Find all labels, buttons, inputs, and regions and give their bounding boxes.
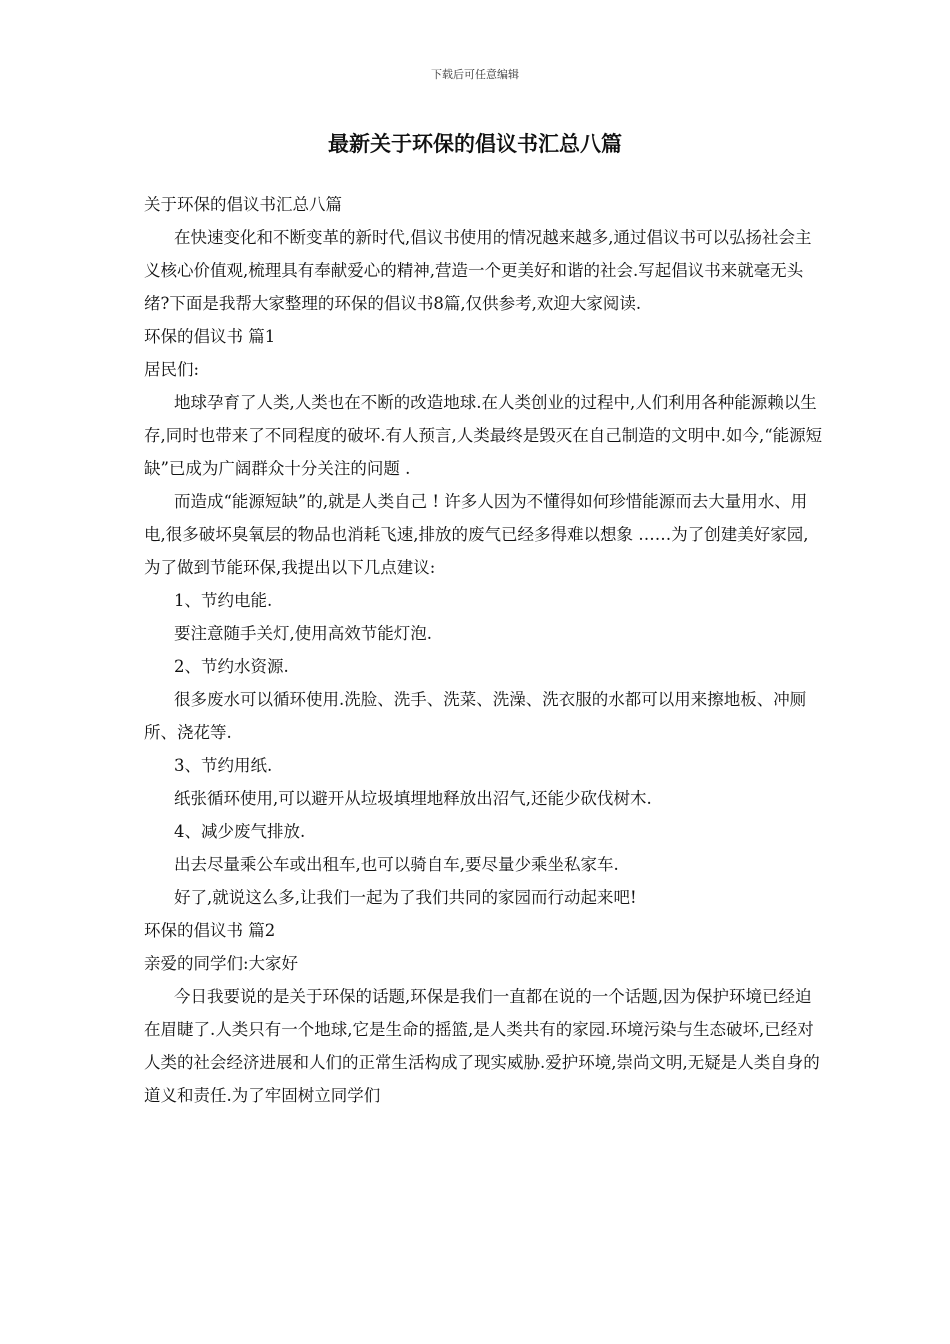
- paragraph: 好了,就说这么多,让我们一起为了我们共同的家园而行动起来吧!: [174, 888, 637, 907]
- paragraph: 纸张循环使用,可以避开从垃圾填埋地释放出沼气,还能少砍伐树木.: [174, 789, 652, 808]
- section-heading-1: 环保的倡议书 篇1: [144, 327, 276, 346]
- paragraph: 今日我要说的是关于环保的话题,环保是我们一直都在说的一个话题,因为保护环境已经迫在眉睫了.人类只有一个地球,它是生命的摇篮,是人类共有的家园.环境污染与生态破坏,已经对人类的社会经济进展和人们的正常生活构成了现实威胁.爱护环境,崇尚文明,无疑是人类自身的道义和责任.为了牢固树立同学们: [144, 987, 820, 1105]
- paragraph: 地球孕育了人类,人类也在不断的改造地球.在人类创业的过程中,人们利用各种能源赖以生存,同时也带来了不同程度的破坏.有人预言,人类最终是毁灭在自己制造的文明中.如今,“能源短缺”已成为广阔群众十分关注的问题 .: [144, 393, 823, 478]
- salutation-2: 亲爱的同学们:大家好: [144, 954, 299, 973]
- paragraph: 要注意随手关灯,使用高效节能灯泡.: [174, 624, 432, 643]
- salutation-1: 居民们:: [144, 360, 200, 379]
- header-note: 下载后可任意编辑: [431, 68, 519, 81]
- paragraph: 而造成“能源短缺”的,就是人类自己 ! 许多人因为不懂得如何珍惜能源而去大量用水、用电,很多破坏臭氧层的物品也消耗飞速,排放的废气已经多得难以想象 ……为了创建美好家园,为了做到节能环保,我提出以下几点建议:: [144, 492, 809, 577]
- document-body: [144, 188, 824, 1112]
- list-item-heading: 2、节约水资源.: [174, 657, 289, 676]
- document-title: 最新关于环保的倡议书汇总八篇: [328, 131, 622, 156]
- paragraph-intro: 在快速变化和不断变革的新时代,倡议书使用的情况越来越多,通过倡议书可以弘扬社会主义核心价值观,梳理具有奉献爱心的精神,营造一个更美好和谐的社会.写起倡议书来就毫无头绪?下面是我帮大家整理的环保的倡议书8篇,仅供参考,欢迎大家阅读.: [144, 228, 812, 313]
- list-item-heading: 1、节约电能.: [174, 591, 273, 610]
- list-item-heading: 4、减少废气排放.: [174, 822, 306, 841]
- paragraph: 很多废水可以循环使用.洗脸、洗手、洗菜、洗澡、洗衣服的水都可以用来擦地板、冲厕所、浇花等.: [144, 690, 807, 742]
- section-heading-2: 环保的倡议书 篇2: [144, 921, 276, 940]
- list-item-heading: 3、节约用纸.: [174, 756, 273, 775]
- paragraph: 出去尽量乘公车或出租车,也可以骑自车,要尽量少乘坐私家车.: [174, 855, 619, 874]
- subtitle: 关于环保的倡议书汇总八篇: [144, 195, 342, 214]
